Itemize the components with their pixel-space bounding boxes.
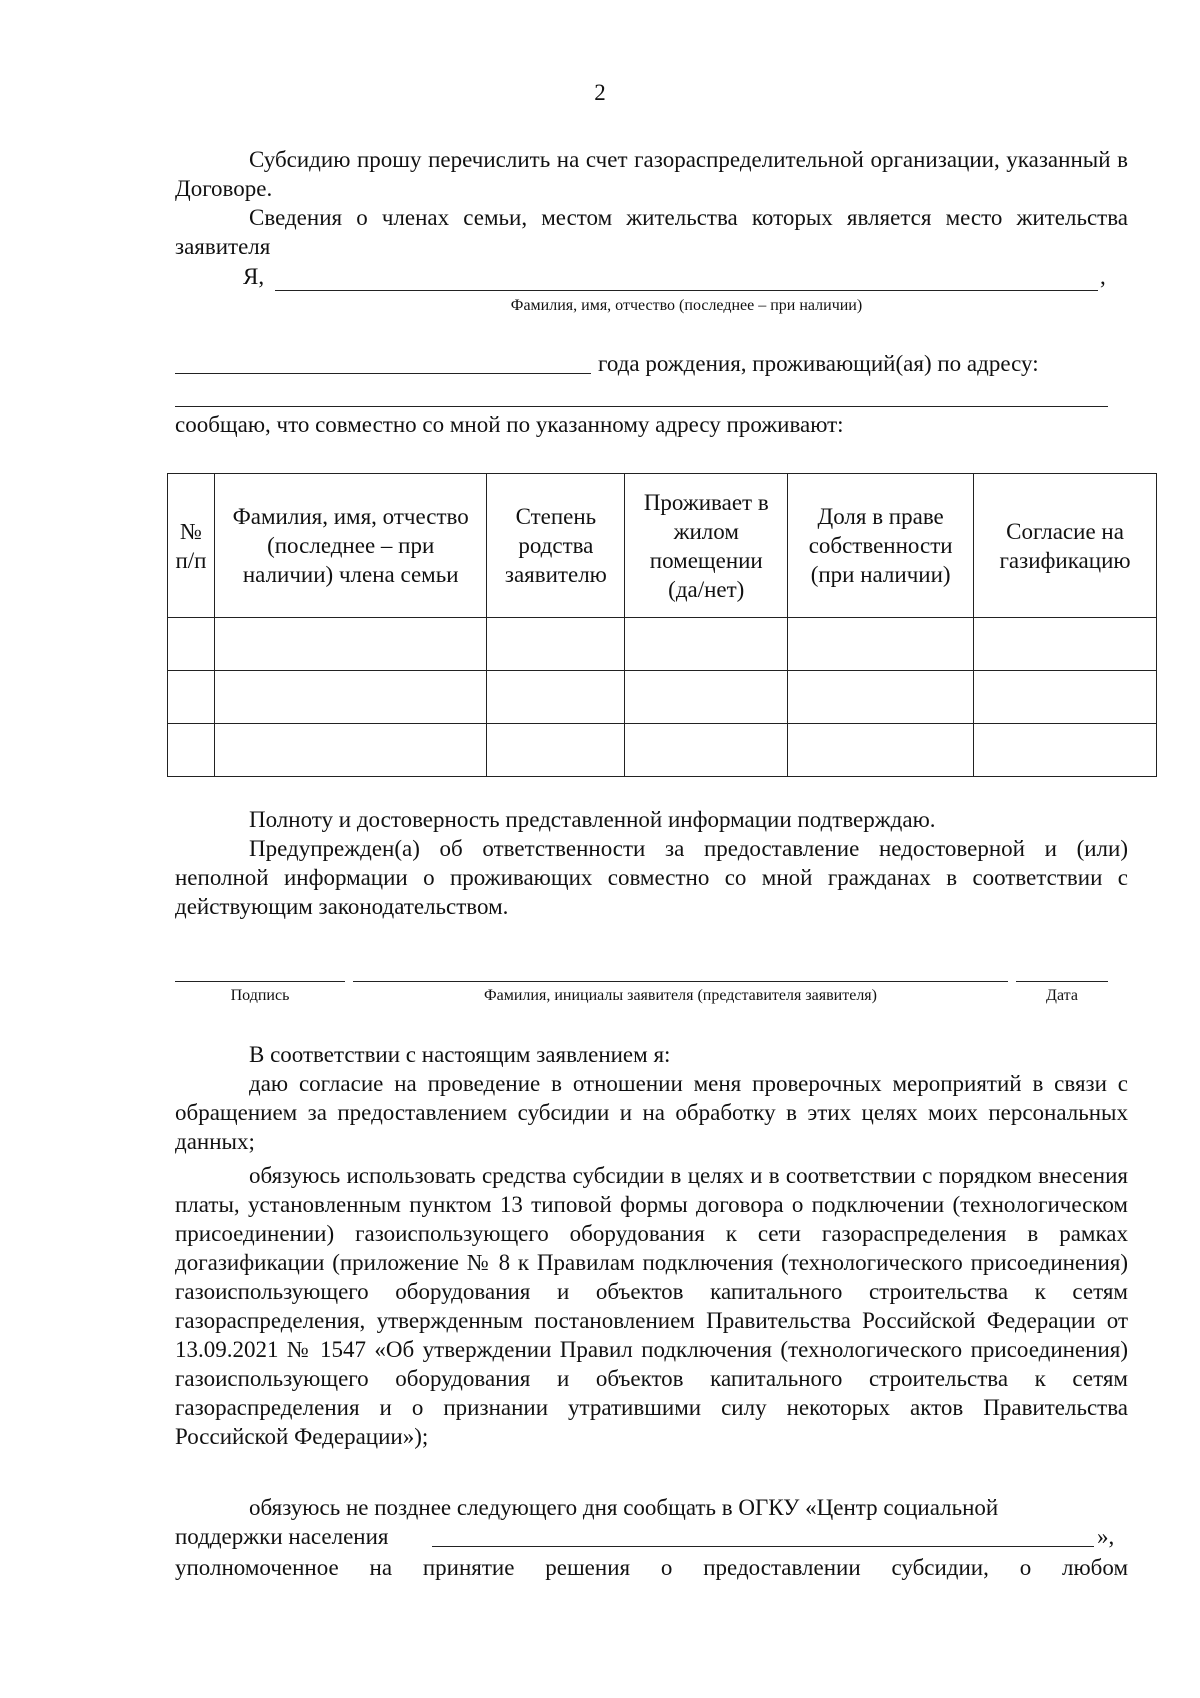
table-cell[interactable] [788, 618, 974, 671]
table-cell[interactable] [168, 618, 215, 671]
birth-year-input-line[interactable] [175, 373, 591, 374]
birth-address-label: года рождения, проживающий(ая) по адресу: [598, 351, 1039, 376]
table-cell[interactable] [974, 724, 1157, 777]
table-cell[interactable] [625, 618, 788, 671]
fio-input-line[interactable] [275, 290, 1098, 291]
table-cell[interactable] [487, 724, 625, 777]
table-cell[interactable] [214, 724, 486, 777]
table-cell[interactable] [168, 724, 215, 777]
table-row [168, 724, 1157, 777]
fio-comma: , [1100, 264, 1106, 289]
signature-caption: Подпись [230, 987, 290, 1004]
confirm-paragraph: Полноту и достоверность представленной информации подтверждаю. [249, 807, 936, 832]
social-support-center-input-line[interactable] [432, 1546, 1094, 1547]
header-lives-in-dwelling: Проживает в жилом помещении (да/нет) [625, 474, 788, 618]
table-cell[interactable] [168, 671, 215, 724]
family-members-table [167, 473, 1157, 777]
table-cell[interactable] [788, 724, 974, 777]
header-ownership-share: Доля в праве собственности (при наличии) [788, 474, 974, 618]
signature-input-line[interactable] [175, 981, 345, 982]
date-caption: Дата [1046, 987, 1078, 1004]
table-cell[interactable] [214, 618, 486, 671]
social-support-closing-quote: », [1097, 1524, 1115, 1549]
table-cell[interactable] [974, 671, 1157, 724]
consent-item-data-processing: даю согласие на проведение в отношении меня проверочных мероприятий в связи с обращением за предоставлением субсидии и на обработку в этих целях моих персональных данных; [175, 1071, 1128, 1154]
table-header-row [168, 474, 1157, 618]
intro-paragraph-subsidy: Субсидию прошу перечислить на счет газораспределительной организации, указанный в Договоре. [175, 147, 1128, 201]
table-row [168, 671, 1157, 724]
table-cell[interactable] [487, 671, 625, 724]
page-number: 2 [594, 80, 606, 105]
date-input-line[interactable] [1016, 981, 1108, 982]
table-cell[interactable] [788, 671, 974, 724]
warning-paragraph: Предупрежден(а) об ответственности за предоставление недостоверной и (или) неполной информации о проживающих совместно со мной гражданах в соответствии с действующим законодательством. [175, 836, 1128, 919]
applicant-name-caption: Фамилия, инициалы заявителя (представителя заявителя) [484, 987, 877, 1004]
table-cell[interactable] [625, 724, 788, 777]
table-cell[interactable] [974, 618, 1157, 671]
fio-caption: Фамилия, имя, отчество (последнее – при наличии) [510, 297, 863, 314]
applicant-name-input-line[interactable] [353, 981, 1008, 982]
cohabitants-statement: сообщаю, что совместно со мной по указанному адресу проживают: [175, 412, 844, 437]
consent-item-use-of-funds: обязуюсь использовать средства субсидии в целях и в соответствии с порядком внесения платы, установленным пунктом 13 типовой формы договора о подключении (технологическом присоединении) газоиспользующего оборудования к сети газораспределения в рамках догазификации (приложение № 8 к Правилам подключения (технологического присоединения) газоиспользующего оборудования и объектов капитального строительства к сетям газораспределения, утвержденным постановлением Правительства Российской Федерации от 13.09.2021 № 1547 «Об утверждении Правил подключения (технологического присоединения) газоиспользующего оборудования и объектов капитального строительства к сетям газораспределения и о признании утратившими силу некоторых актов Правительства Российской Федерации»); [175, 1163, 1128, 1449]
header-gasification-consent: Согласие на газификацию [974, 474, 1157, 618]
table-row [168, 618, 1157, 671]
consent-intro: В соответствии с настоящим заявлением я: [249, 1042, 671, 1067]
address-input-line[interactable] [175, 406, 1108, 407]
table-cell[interactable] [487, 618, 625, 671]
consent-item-notify-start: обязуюсь не позднее следующего дня сообщать в ОГКУ «Центр социальной [249, 1495, 999, 1520]
social-support-label: поддержки населения [175, 1524, 389, 1549]
intro-paragraph-family: Сведения о членах семьи, местом жительства которых является место жительства заявителя [175, 205, 1128, 259]
table-cell[interactable] [625, 671, 788, 724]
header-number: № п/п [168, 474, 215, 618]
header-relationship: Степень родства заявителю [487, 474, 625, 618]
ya-label: Я, [243, 264, 265, 289]
header-full-name: Фамилия, имя, отчество (последнее – при наличии) члена семьи [214, 474, 486, 618]
consent-item-notify-continued: уполномоченное на принятие решения о предоставлении субсидии, о любом [175, 1555, 1128, 1580]
table-cell[interactable] [214, 671, 486, 724]
